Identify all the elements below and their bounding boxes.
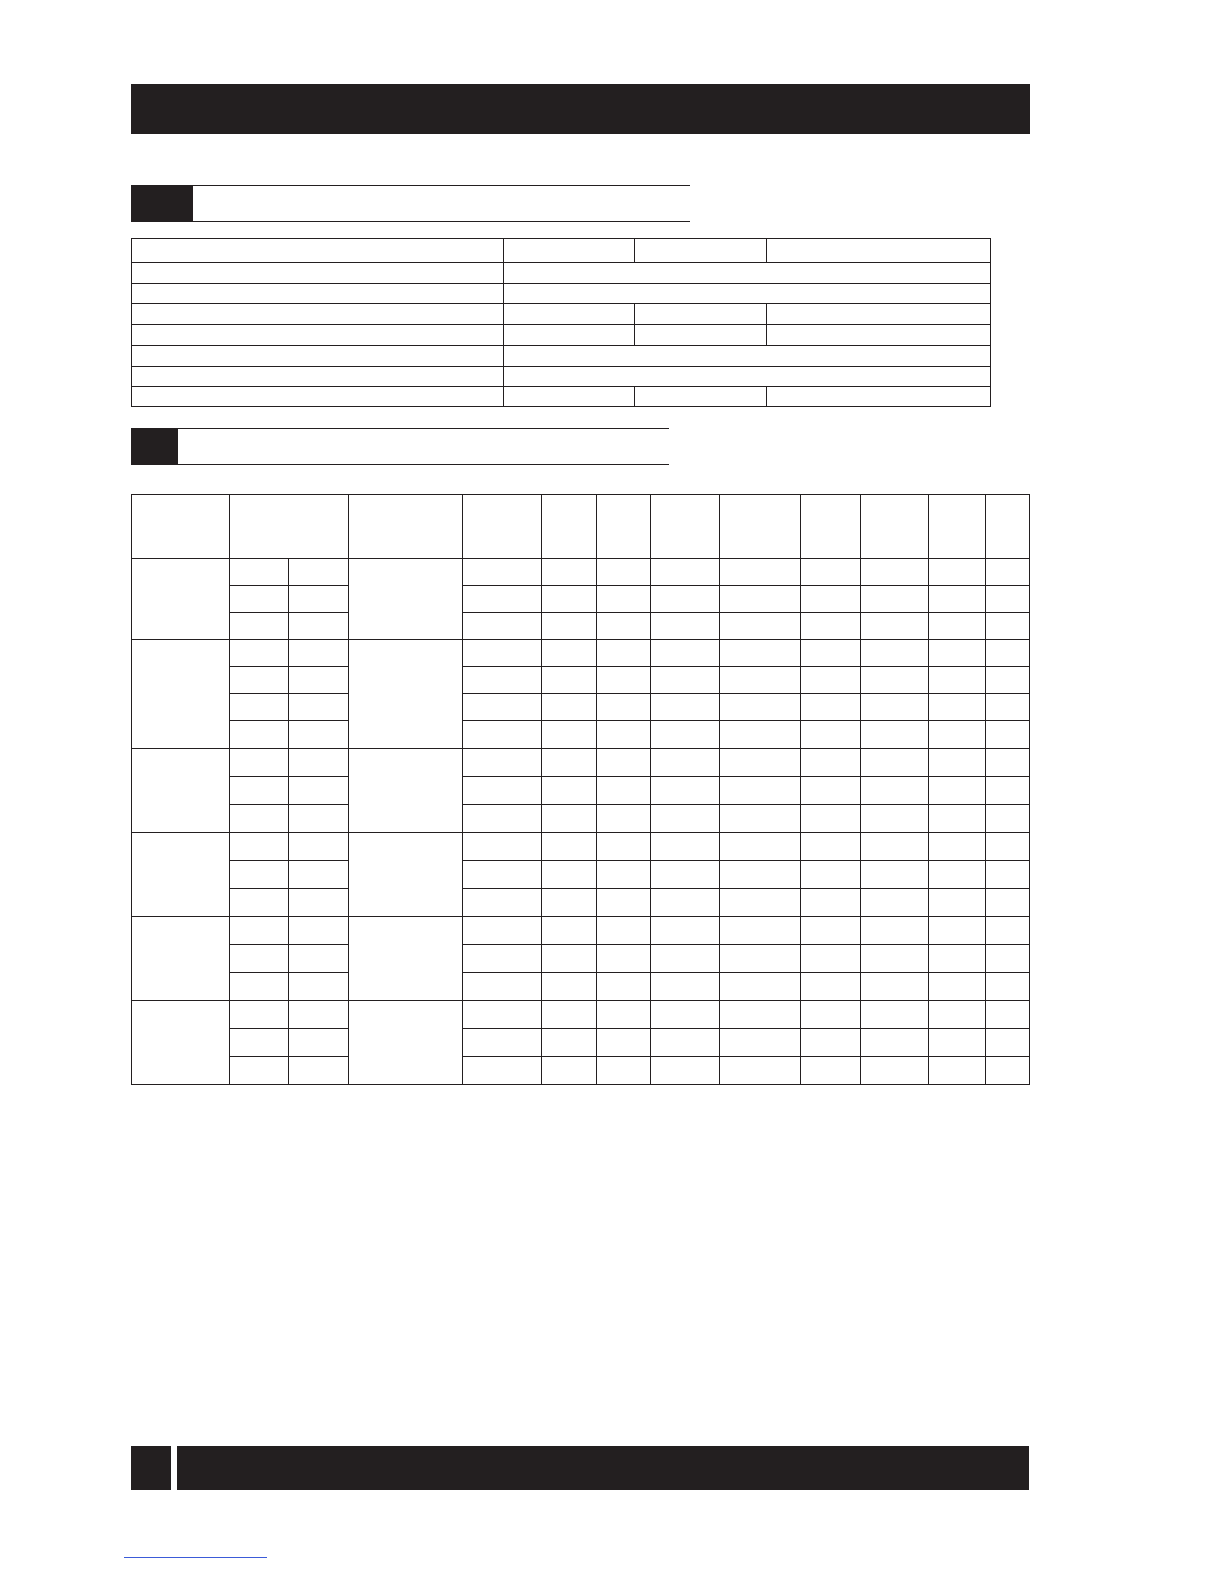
data-cell (720, 973, 801, 1001)
section-1-bottom-rule (193, 221, 690, 222)
data-header-cell (720, 495, 801, 559)
data-cell (861, 833, 929, 861)
data-cell (929, 586, 986, 613)
data-cell (861, 559, 929, 586)
data-cell (289, 861, 349, 889)
data-header-cell (463, 495, 542, 559)
data-cell (289, 917, 349, 945)
footer-link-underline[interactable] (124, 1557, 267, 1558)
data-cell (542, 805, 597, 833)
data-cell (289, 1057, 349, 1085)
data-row (132, 861, 1030, 889)
data-cell (986, 694, 1030, 721)
spec-row (132, 304, 991, 325)
spec-row (132, 346, 991, 367)
data-cell (986, 613, 1030, 640)
data-header-row (132, 495, 1030, 559)
data-cell (289, 1001, 349, 1029)
spec-cell (132, 284, 504, 304)
data-cell (720, 777, 801, 805)
data-cell (861, 945, 929, 973)
data-cell (801, 805, 861, 833)
spec-cell (132, 367, 504, 387)
data-cell (986, 1029, 1030, 1057)
data-cell (651, 805, 720, 833)
data-cell (542, 973, 597, 1001)
data-cell (986, 889, 1030, 917)
data-cell (463, 861, 542, 889)
section-1-number-box (131, 185, 193, 222)
data-cell (801, 917, 861, 945)
spec-cell (504, 263, 991, 284)
data-cell (861, 889, 929, 917)
data-cell (230, 973, 289, 1001)
data-cell (230, 721, 289, 749)
data-cell (720, 861, 801, 889)
data-cell (542, 777, 597, 805)
data-row (132, 917, 1030, 945)
data-cell (463, 1057, 542, 1085)
data-group-label-cell (132, 559, 230, 640)
data-cell (861, 613, 929, 640)
data-cell (720, 749, 801, 777)
data-cell (230, 777, 289, 805)
data-cell (720, 694, 801, 721)
data-cell (463, 777, 542, 805)
spec-cell (132, 304, 504, 325)
footer-page-box (131, 1446, 171, 1490)
data-cell (986, 1001, 1030, 1029)
data-cell (651, 945, 720, 973)
footer-bar (177, 1446, 1029, 1490)
spec-cell (504, 387, 635, 407)
section-2-bottom-rule (178, 464, 669, 465)
data-group-value-cell (349, 1001, 463, 1085)
data-cell (463, 613, 542, 640)
data-cell (597, 945, 651, 973)
data-group-value-cell (349, 917, 463, 1001)
spec-row (132, 325, 991, 346)
data-group-value-cell (349, 559, 463, 640)
data-cell (651, 889, 720, 917)
data-cell (463, 833, 542, 861)
data-group-value-cell (349, 833, 463, 917)
data-cell (230, 749, 289, 777)
data-cell (986, 945, 1030, 973)
data-cell (986, 586, 1030, 613)
data-cell (289, 613, 349, 640)
data-header-cell (542, 495, 597, 559)
data-row (132, 805, 1030, 833)
data-cell (861, 1029, 929, 1057)
data-table (131, 494, 1030, 1085)
data-cell (289, 1029, 349, 1057)
data-cell (861, 694, 929, 721)
data-header-cell (597, 495, 651, 559)
data-cell (986, 805, 1030, 833)
data-cell (597, 805, 651, 833)
data-cell (289, 586, 349, 613)
data-cell (542, 640, 597, 667)
data-cell (720, 889, 801, 917)
data-header-cell (132, 495, 230, 559)
spec-cell (504, 367, 991, 387)
data-cell (230, 833, 289, 861)
data-cell (230, 640, 289, 667)
data-cell (289, 559, 349, 586)
data-cell (597, 749, 651, 777)
data-cell (230, 805, 289, 833)
data-row (132, 586, 1030, 613)
data-cell (720, 613, 801, 640)
spec-cell (635, 325, 767, 346)
data-cell (861, 586, 929, 613)
data-cell (651, 613, 720, 640)
data-cell (289, 721, 349, 749)
data-cell (861, 777, 929, 805)
data-cell (651, 640, 720, 667)
data-row (132, 833, 1030, 861)
data-cell (651, 1029, 720, 1057)
data-cell (801, 889, 861, 917)
data-cell (597, 667, 651, 694)
data-header-cell (230, 495, 349, 559)
data-header-cell (861, 495, 929, 559)
data-cell (929, 833, 986, 861)
data-cell (463, 1001, 542, 1029)
data-cell (801, 640, 861, 667)
data-row (132, 559, 1030, 586)
data-cell (597, 1057, 651, 1085)
section-2-title (186, 433, 656, 461)
data-cell (651, 917, 720, 945)
data-cell (230, 861, 289, 889)
data-cell (597, 1029, 651, 1057)
data-cell (597, 973, 651, 1001)
data-cell (986, 861, 1030, 889)
data-cell (651, 721, 720, 749)
data-header-cell (651, 495, 720, 559)
data-row (132, 889, 1030, 917)
data-group-label-cell (132, 833, 230, 917)
data-cell (720, 805, 801, 833)
data-cell (289, 889, 349, 917)
data-cell (542, 889, 597, 917)
data-header-cell (986, 495, 1030, 559)
data-cell (597, 861, 651, 889)
data-cell (463, 973, 542, 1001)
spec-cell (767, 304, 991, 325)
data-cell (720, 1057, 801, 1085)
data-cell (801, 586, 861, 613)
data-header-cell (929, 495, 986, 559)
data-cell (289, 667, 349, 694)
data-cell (720, 721, 801, 749)
data-cell (861, 749, 929, 777)
data-cell (597, 833, 651, 861)
data-row (132, 749, 1030, 777)
data-cell (801, 973, 861, 1001)
data-cell (801, 833, 861, 861)
data-cell (929, 889, 986, 917)
data-cell (861, 973, 929, 1001)
data-group-value-cell (349, 749, 463, 833)
spec-cell (635, 304, 767, 325)
spec-row (132, 239, 991, 263)
data-cell (861, 1001, 929, 1029)
data-cell (861, 861, 929, 889)
spec-cell (504, 284, 991, 304)
data-cell (929, 613, 986, 640)
data-cell (230, 613, 289, 640)
data-cell (463, 559, 542, 586)
data-cell (651, 1057, 720, 1085)
data-cell (542, 1029, 597, 1057)
data-cell (651, 586, 720, 613)
data-header-cell (801, 495, 861, 559)
data-row (132, 945, 1030, 973)
data-cell (463, 749, 542, 777)
spec-row (132, 284, 991, 304)
spec-cell (132, 239, 504, 263)
data-cell (929, 917, 986, 945)
data-cell (597, 721, 651, 749)
data-cell (929, 640, 986, 667)
data-cell (542, 749, 597, 777)
data-row (132, 667, 1030, 694)
data-cell (463, 667, 542, 694)
data-cell (289, 805, 349, 833)
data-cell (986, 833, 1030, 861)
data-row (132, 973, 1030, 1001)
data-cell (720, 833, 801, 861)
data-cell (986, 640, 1030, 667)
data-cell (929, 1057, 986, 1085)
data-row (132, 1057, 1030, 1085)
data-row (132, 721, 1030, 749)
data-cell (463, 945, 542, 973)
data-cell (230, 694, 289, 721)
data-cell (651, 777, 720, 805)
data-cell (230, 1001, 289, 1029)
data-cell (542, 861, 597, 889)
data-cell (230, 1029, 289, 1057)
data-cell (929, 1001, 986, 1029)
data-cell (597, 559, 651, 586)
data-cell (720, 1001, 801, 1029)
data-cell (929, 861, 986, 889)
section-1-top-rule (193, 185, 690, 186)
spec-cell (635, 387, 767, 407)
data-cell (463, 586, 542, 613)
data-cell (801, 777, 861, 805)
data-header-cell (349, 495, 463, 559)
data-cell (542, 559, 597, 586)
data-group-label-cell (132, 749, 230, 833)
data-cell (542, 945, 597, 973)
data-cell (289, 945, 349, 973)
data-cell (801, 559, 861, 586)
data-group-label-cell (132, 640, 230, 749)
spec-cell (504, 325, 635, 346)
data-cell (801, 694, 861, 721)
data-cell (720, 667, 801, 694)
spec-cell (132, 346, 504, 367)
data-cell (720, 1029, 801, 1057)
data-cell (463, 889, 542, 917)
data-cell (463, 917, 542, 945)
data-cell (861, 805, 929, 833)
data-cell (986, 721, 1030, 749)
data-cell (597, 889, 651, 917)
data-cell (597, 777, 651, 805)
spec-row (132, 387, 991, 407)
data-cell (861, 917, 929, 945)
data-cell (463, 640, 542, 667)
data-cell (986, 973, 1030, 1001)
page-header-bar (131, 84, 1030, 134)
data-cell (861, 640, 929, 667)
data-row (132, 1001, 1030, 1029)
data-cell (289, 777, 349, 805)
spec-cell (504, 346, 991, 367)
data-cell (651, 861, 720, 889)
data-cell (542, 694, 597, 721)
data-cell (463, 721, 542, 749)
data-group-label-cell (132, 917, 230, 1001)
data-cell (929, 559, 986, 586)
data-row (132, 1029, 1030, 1057)
spec-cell (132, 387, 504, 407)
data-cell (597, 640, 651, 667)
data-group-value-cell (349, 640, 463, 749)
spec-cell (132, 325, 504, 346)
data-cell (801, 667, 861, 694)
data-group-label-cell (132, 1001, 230, 1085)
data-cell (542, 586, 597, 613)
data-cell (230, 559, 289, 586)
data-cell (801, 1029, 861, 1057)
data-cell (986, 1057, 1030, 1085)
data-cell (289, 833, 349, 861)
spec-cell (504, 304, 635, 325)
data-cell (463, 694, 542, 721)
spec-row (132, 263, 991, 284)
data-cell (929, 667, 986, 694)
spec-row (132, 367, 991, 387)
data-cell (542, 1001, 597, 1029)
data-cell (289, 694, 349, 721)
spec-cell (767, 387, 991, 407)
data-cell (230, 667, 289, 694)
data-cell (929, 973, 986, 1001)
data-cell (929, 1029, 986, 1057)
data-row (132, 777, 1030, 805)
data-cell (230, 1057, 289, 1085)
data-cell (986, 667, 1030, 694)
data-cell (542, 917, 597, 945)
data-cell (801, 1057, 861, 1085)
data-cell (861, 721, 929, 749)
data-cell (986, 749, 1030, 777)
data-cell (651, 833, 720, 861)
data-cell (801, 749, 861, 777)
data-cell (651, 694, 720, 721)
data-cell (289, 749, 349, 777)
data-cell (651, 667, 720, 694)
spec-cell (132, 263, 504, 284)
data-cell (986, 559, 1030, 586)
data-cell (861, 667, 929, 694)
data-cell (230, 917, 289, 945)
data-cell (463, 805, 542, 833)
data-cell (720, 917, 801, 945)
data-cell (651, 973, 720, 1001)
data-cell (597, 586, 651, 613)
spec-cell (504, 239, 635, 263)
data-cell (651, 559, 720, 586)
data-cell (720, 640, 801, 667)
data-cell (929, 777, 986, 805)
data-row (132, 694, 1030, 721)
data-cell (289, 973, 349, 1001)
data-cell (597, 1001, 651, 1029)
data-cell (597, 694, 651, 721)
data-cell (861, 1057, 929, 1085)
section-1-title (200, 190, 680, 218)
data-cell (542, 1057, 597, 1085)
data-cell (929, 694, 986, 721)
data-cell (801, 1001, 861, 1029)
data-cell (289, 640, 349, 667)
data-cell (720, 559, 801, 586)
spec-table (131, 238, 991, 407)
data-cell (986, 777, 1030, 805)
data-cell (720, 945, 801, 973)
section-2-number-box (131, 428, 178, 465)
data-cell (597, 613, 651, 640)
data-row (132, 613, 1030, 640)
data-cell (230, 586, 289, 613)
data-cell (230, 889, 289, 917)
data-cell (929, 721, 986, 749)
data-row (132, 640, 1030, 667)
data-cell (929, 945, 986, 973)
spec-cell (635, 239, 767, 263)
data-cell (463, 1029, 542, 1057)
data-cell (929, 805, 986, 833)
data-cell (542, 667, 597, 694)
data-cell (801, 721, 861, 749)
data-cell (986, 917, 1030, 945)
data-cell (801, 613, 861, 640)
spec-cell (767, 325, 991, 346)
data-cell (651, 1001, 720, 1029)
data-cell (801, 945, 861, 973)
spec-cell (767, 239, 991, 263)
data-cell (597, 917, 651, 945)
data-cell (651, 749, 720, 777)
data-cell (801, 861, 861, 889)
data-cell (230, 945, 289, 973)
data-cell (542, 613, 597, 640)
data-cell (929, 749, 986, 777)
section-2-top-rule (178, 428, 669, 429)
data-cell (720, 586, 801, 613)
data-cell (542, 721, 597, 749)
data-cell (542, 833, 597, 861)
